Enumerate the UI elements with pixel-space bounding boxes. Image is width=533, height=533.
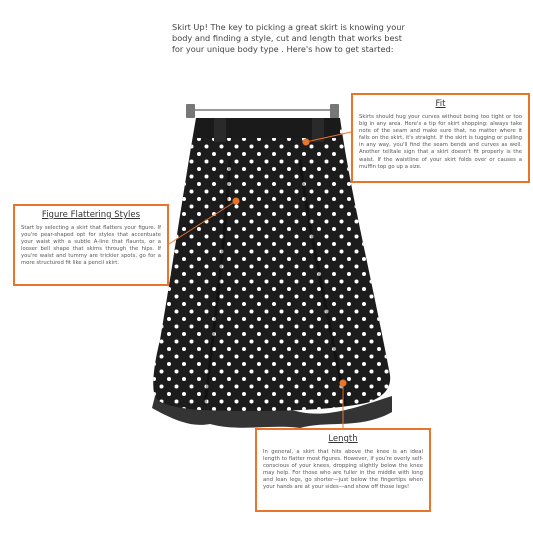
figure-title: Figure Flattering Styles (41, 210, 141, 220)
length-body: In general, a skirt that hits above the knee is an ideal length to flatter most figures. However, if you're overly self-conscious of your knees, dropping slightly below the knee may help. For those who are fuller in the middle with long and lean legs, go shorter—just below the fingertips when your hands are at your sides—and show off those legs! (263, 449, 423, 491)
fit-title: Fit (435, 99, 446, 109)
length-callout (255, 428, 431, 512)
intro-text: Skirt Up! The key to picking a great skirt is knowing your body and finding a style, cut and length that works best for your unique body type . Here's how to get started: (172, 22, 405, 54)
figure-body: Start by selecting a skirt that flatters your figure. If you're pear-shaped opt for styles that accentuate your waist with a subtle A-line that flaunts, or a looser bell shape that skims through the hips. If you're waist and tummy are trickier spots, go for a more structured fit like a pencil skirt. (21, 225, 161, 267)
figure-flattering-callout (13, 204, 169, 286)
fit-body: Skirts should hug your curves without being too tight or too big in any area. Here's a tip for skirt shopping: always take note of the seam and make sure that, no matter where it falls on the skirt, it's straight. If the skirt is tugging or pulling in any way, you'll find the seam bends and curves as well. Another telltale sign that a skirt doesn't fit properly is the waist. If the waistline of your skirt folds over or causes a muffin top go up a size. (359, 114, 522, 170)
length-title: Length (328, 434, 358, 444)
hanger (186, 104, 339, 118)
fit-callout (351, 93, 530, 183)
